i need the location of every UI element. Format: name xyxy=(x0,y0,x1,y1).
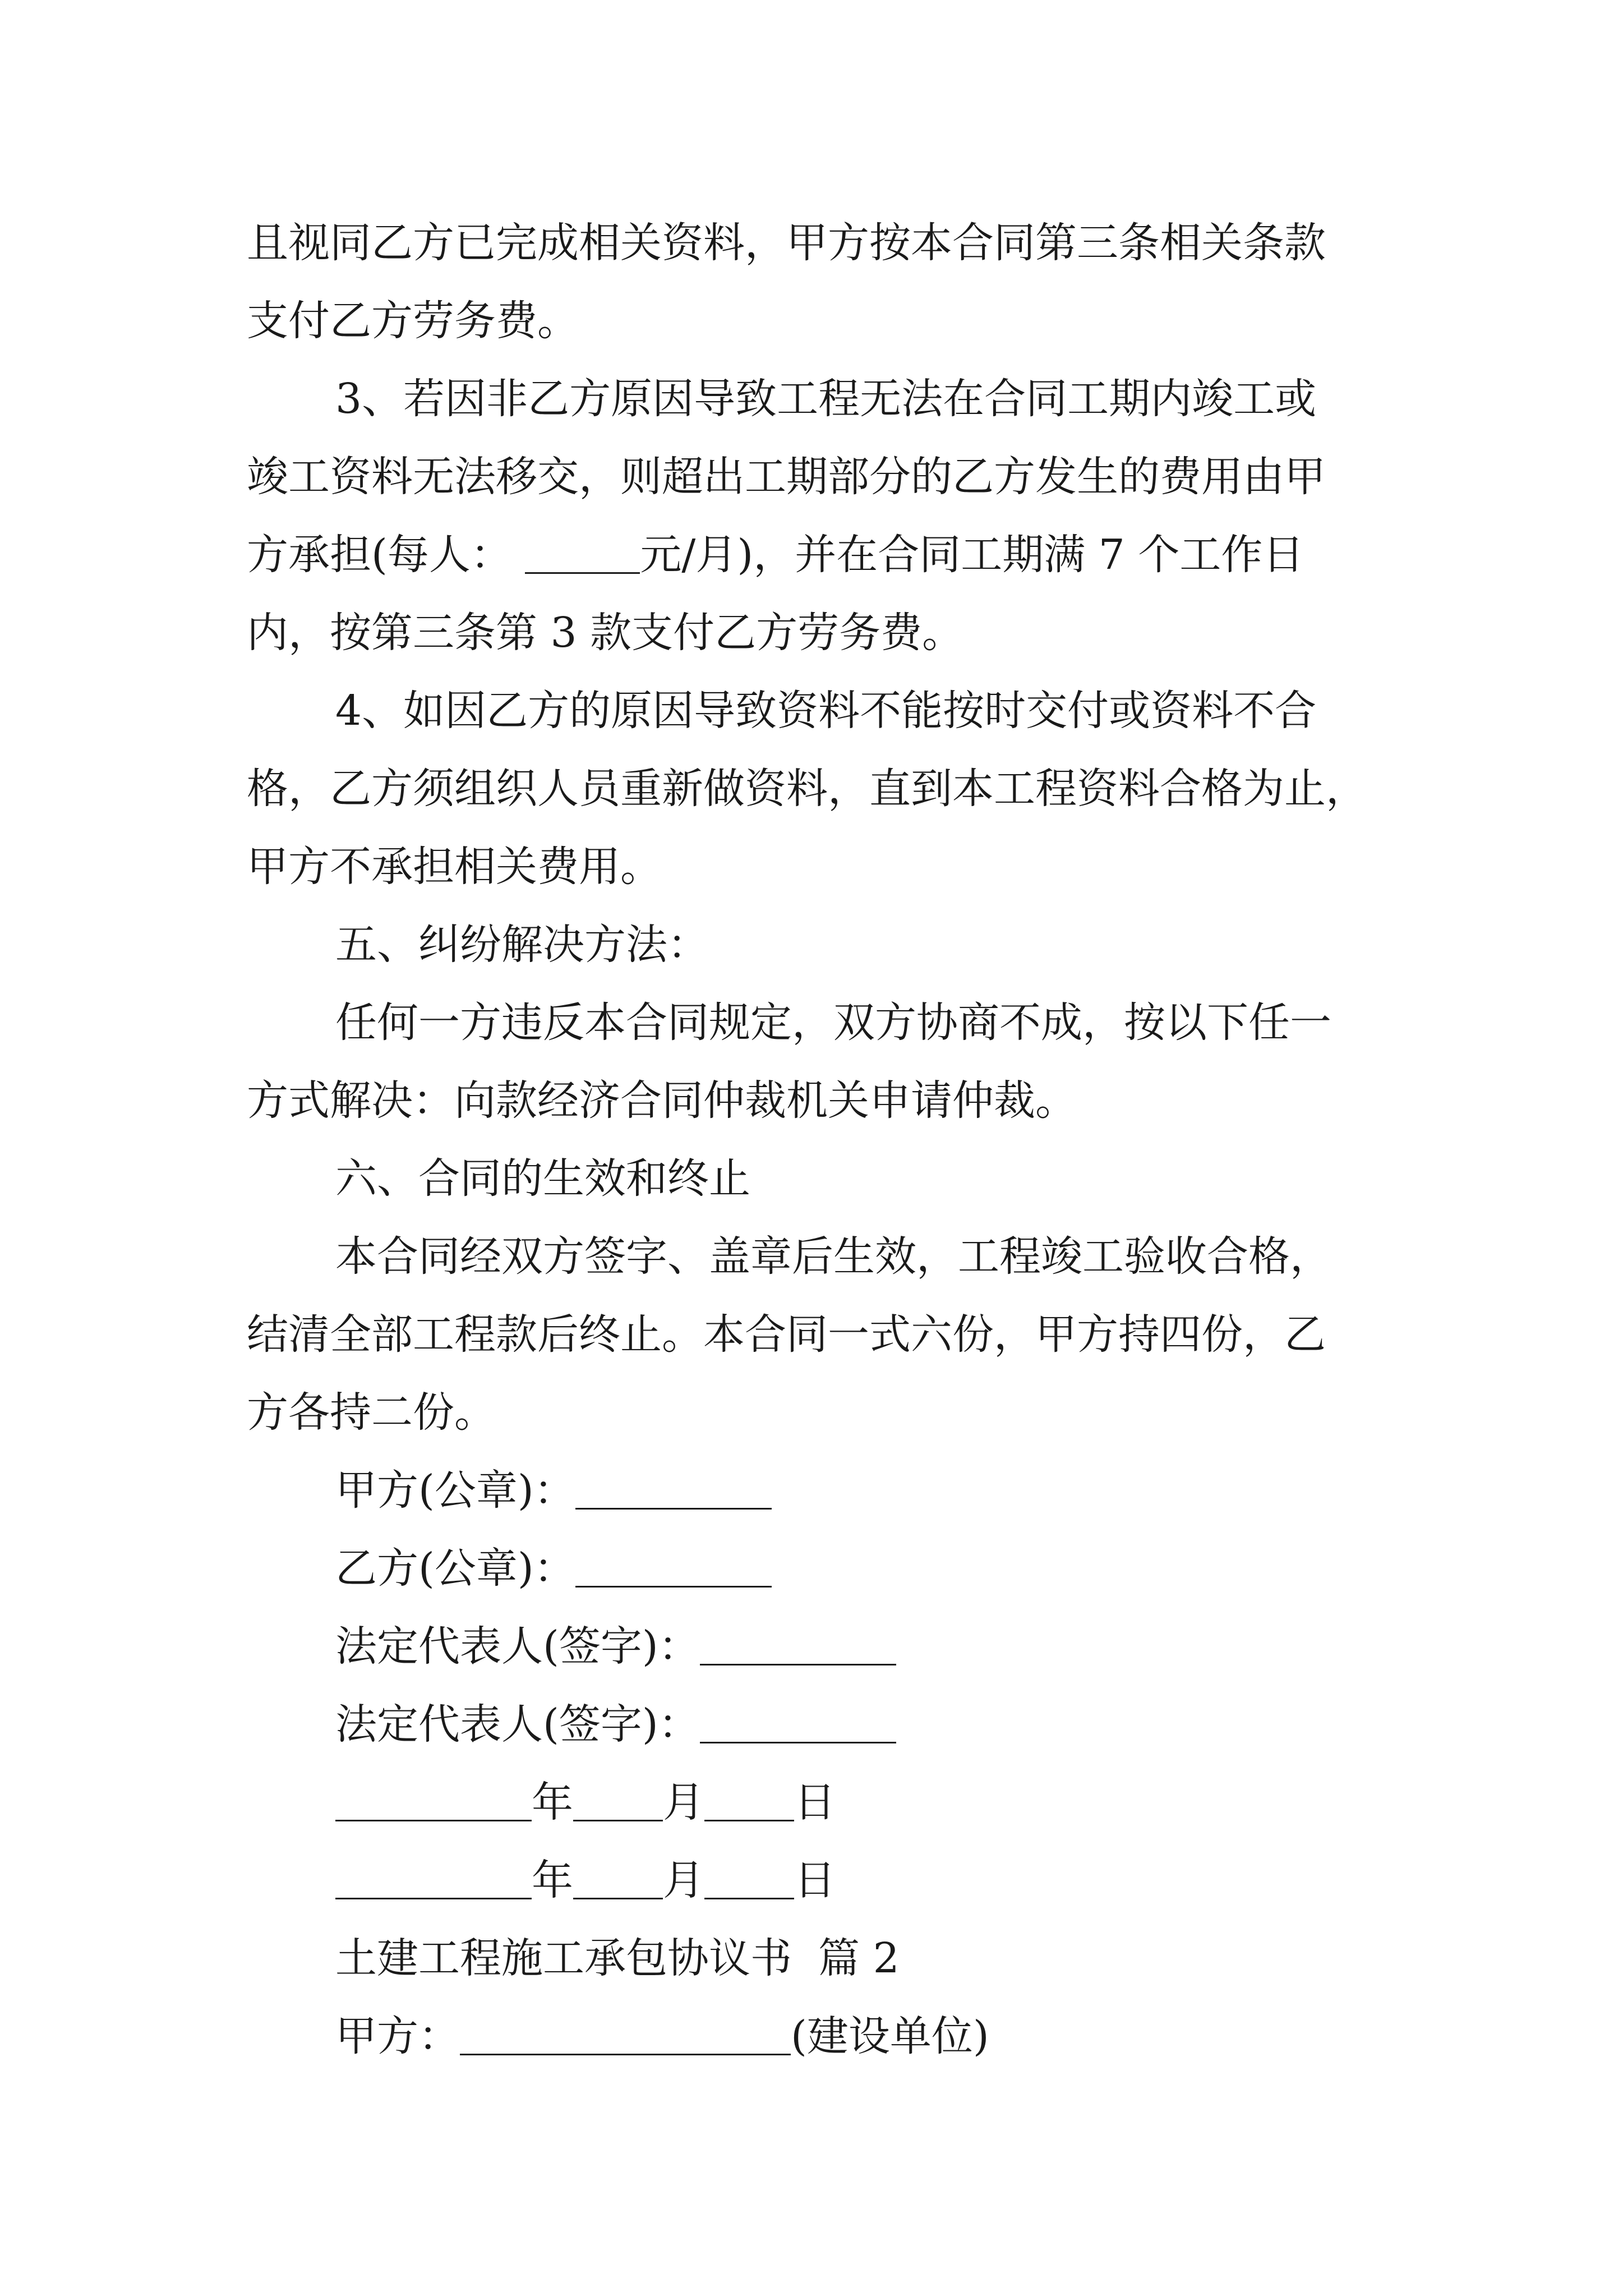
signature-line xyxy=(335,1530,772,1608)
signature-line xyxy=(335,1608,896,1686)
signature-blank xyxy=(575,1466,772,1510)
day-label: 日 xyxy=(794,1778,836,1826)
party-a-label: 甲方： xyxy=(335,2012,460,2060)
signature-blank xyxy=(700,1700,896,1743)
day-blank xyxy=(704,1856,794,1899)
paragraph-line: 内，按第三条第 3 款支付乙方劳务费。 xyxy=(247,609,964,657)
paragraph-line: 方式解决：向款经济合同仲裁机关申请仲裁。 xyxy=(247,1076,1077,1125)
day-blank xyxy=(704,1778,794,1821)
signature-blank xyxy=(575,1544,772,1588)
fill-blank xyxy=(525,531,640,574)
paragraph-line: 3、若因非乙方原因导致工程无法在合同工期内竣工或 xyxy=(335,375,1317,423)
line-text: 方承担(每人： xyxy=(247,531,512,579)
month-blank xyxy=(573,1856,663,1899)
signature-label: 法定代表人(签字)： xyxy=(335,1622,700,1671)
signature-label: 乙方(公章)： xyxy=(335,1544,575,1593)
signature-label: 甲方(公章)： xyxy=(335,1466,575,1515)
paragraph-line: 结清全部工程款后终止。本合同一式六份，甲方持四份，乙 xyxy=(247,1310,1326,1359)
paragraph-line: 4、如因乙方的原因导致资料不能按时交付或资料不合 xyxy=(335,687,1317,735)
paragraph-line: 支付乙方劳务费。 xyxy=(247,297,579,345)
paragraph-line xyxy=(247,516,1304,594)
paragraph-line: 格，乙方须组织人员重新做资料，直到本工程资料合格为止， xyxy=(247,765,1367,813)
party-a-line xyxy=(335,1998,989,2076)
section-title: 土建工程施工承包协议书 篇 2 xyxy=(335,1934,900,1982)
day-label: 日 xyxy=(794,1856,836,1904)
year-blank xyxy=(335,1856,532,1899)
party-a-note: (建设单位) xyxy=(791,2012,989,2060)
party-a-blank xyxy=(460,2012,791,2055)
date-line xyxy=(335,1764,836,1842)
date-line xyxy=(335,1842,836,1920)
signature-label: 法定代表人(签字)： xyxy=(335,1700,700,1749)
month-label: 月 xyxy=(663,1778,704,1826)
paragraph-line: 且视同乙方已完成相关资料，甲方按本合同第三条相关条款 xyxy=(247,219,1326,267)
month-blank xyxy=(573,1778,663,1821)
paragraph-line: 任何一方违反本合同规定，双方协商不成，按以下任一 xyxy=(335,999,1331,1047)
signature-line xyxy=(335,1452,772,1530)
section-heading: 五、纠纷解决方法： xyxy=(335,921,709,969)
section-heading: 六、合同的生效和终止 xyxy=(335,1154,750,1203)
paragraph-line: 竣工资料无法移交，则超出工期部分的乙方发生的费用由甲 xyxy=(247,453,1326,501)
year-blank xyxy=(335,1778,532,1821)
month-label: 月 xyxy=(663,1856,704,1904)
paragraph-line: 甲方不承担相关费用。 xyxy=(247,843,662,891)
year-label: 年 xyxy=(532,1778,573,1826)
paragraph-line: 方各持二份。 xyxy=(247,1388,496,1437)
signature-line xyxy=(335,1686,896,1764)
paragraph-line: 本合同经双方签字、盖章后生效，工程竣工验收合格， xyxy=(335,1232,1331,1281)
signature-blank xyxy=(700,1622,896,1665)
year-label: 年 xyxy=(532,1856,573,1904)
line-text: 元/月)，并在合同工期满 7 个工作日 xyxy=(640,531,1304,579)
